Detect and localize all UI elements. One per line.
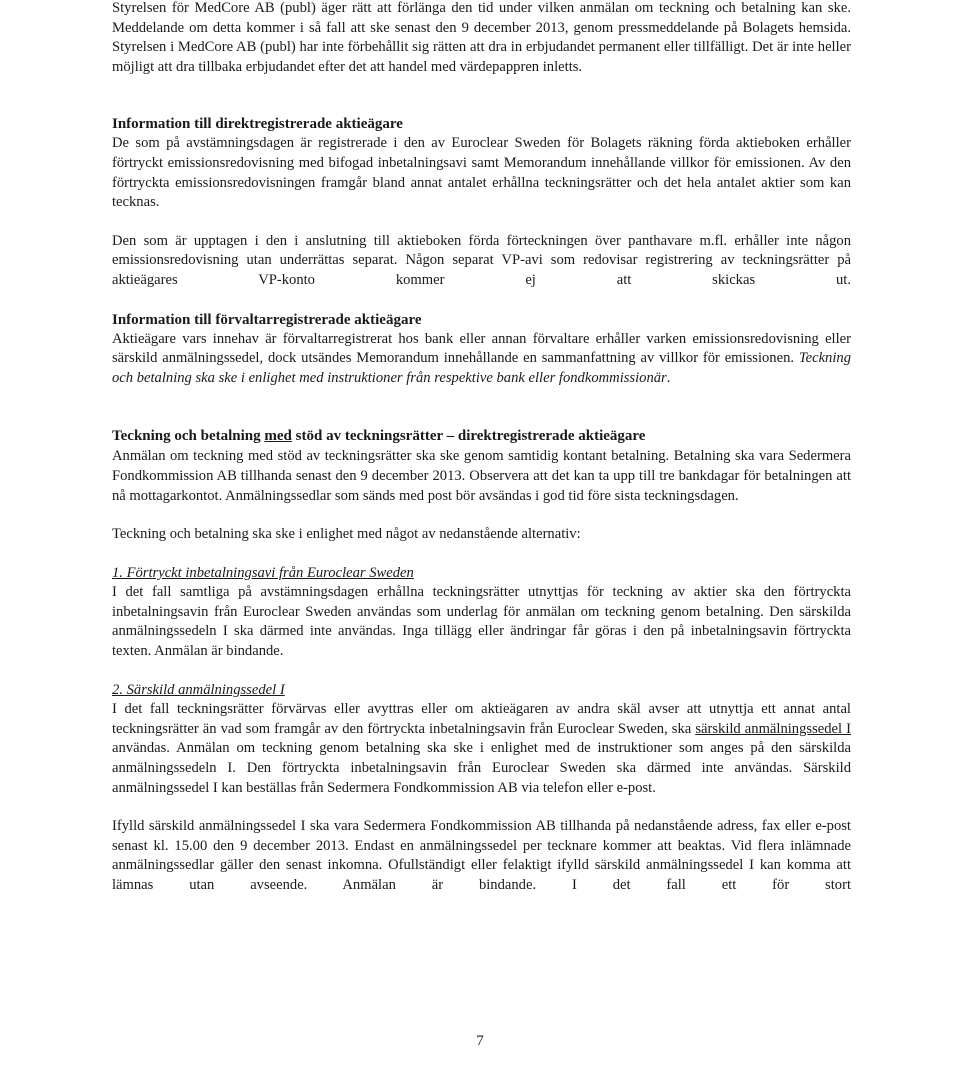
subscription-paragraph-1: Anmälan om teckning med stöd av teckningsrätter ska ske genom samtidig kontant betalning. Betalning ska vara Sedermera Fondkommission AB tillhanda senast den 9 december 2013. Observera att det kan ta upp till tre bankdagar för betalningen att nå mottagarkontot. Anmälningssedlar som sänds med post bör avsändas i god tid före sista teckningsdagen. [112,448,851,504]
document-page [112,0,851,896]
nominee-text: Aktieägare vars innehav är förvaltarregistrerat hos bank eller annan förvaltare erhåller varken emissionsredovisning eller särskild anmälningssedel, dock utsändes Memorandum innehållande en sammanfattning av villkor för emissionen. [112,330,851,367]
alternative-2-underlined: särskild anmälningssedel I [695,720,851,737]
alternative-2-text-1: I det fall teckningsrätter förvärvas eller avyttras eller om aktieägaren av andra skäl avser att utnyttja ett annat antal teckningsrätter än vad som framgår av den förtryckta inbetalningsavin från Euroclear Sweden, ska [112,701,851,737]
page-number: 7 [476,1033,484,1049]
nominee-paragraph [112,330,851,389]
heading-underlined-word: med [264,428,292,445]
direct-paragraph-2: Den som är upptagen i den i anslutning till aktieboken förda förteckningen över panthavare m.fl. erhåller inte någon emissionsredovisning utan underrättas separat. Någon separat VP-avi som redovisar registrering av teckningsrätter på aktieägares VP-konto kommer ej att skickas ut. [112,232,851,288]
intro-paragraph: Styrelsen för MedCore AB (publ) äger rätt att förlänga den tid under vilken anmälan om teckning och betalning kan ske. Meddelande om detta kommer i så fall att ske senast den 9 december 2013, genom pressmeddelande på Bolagets hemsida. Styrelsen i MedCore AB (publ) har inte förbehållit sig rätten att dra in erbjudandet permanent eller tillfälligt. Det är inte heller möjligt att dra tillbaka erbjudandet efter det att handel med värdepappren inletts. [112,0,851,75]
alternative-2-text-2: användas. Anmälan om teckning genom betalning ska ske i enlighet med de instruktioner som anges på den särskilda anmälningssedeln I. Den förtryckta inbetalningsavin från Euroclear Sweden ska därmed inte användas. Särskild anmälningssedel I kan beställas från Sedermera Fondkommission AB via telefon eller e-post. [112,740,851,796]
heading-direct-registered: Information till direktregistrerade aktieägare [112,116,403,133]
alternative-2-body [112,700,851,798]
heading-part-1: Teckning och betalning [112,428,265,445]
heading-nominee-registered: Information till förvaltarregistrerade aktieägare [112,311,422,328]
alternative-2-title [112,681,851,701]
alternative-2-title-text: 2. Särskild anmälningssedel I [112,681,285,698]
heading-subscription-with-rights [112,426,851,446]
alternative-1-title-text: 1. Förtryckt inbetalningsavi från Euroclear Sweden [112,564,414,581]
direct-paragraph-1: De som på avstämningsdagen är registrerade i den av Euroclear Sweden för Bolagets räkning förda aktieboken erhåller förtryckt emissionsredovisning med bifogad inbetalningsavi samt Memorandum innehållande villkor för emissionen. Av den förtryckta emissionsredovisningen framgår bland annat antalet erhållna teckningsrätter och det hela antalet aktier som kan tecknas. [112,135,851,211]
nominee-italic-instruction: Teckning och betalning ska ske i enlighet med instruktioner från respektive bank eller fondkommissionär [112,350,851,386]
alternative-1-title [112,564,851,584]
subscription-paragraph-3: Ifylld särskild anmälningssedel I ska vara Sedermera Fondkommission AB tillhanda på nedanstående adress, fax eller e-post senast kl. 15.00 den 9 december 2013. Endast en anmälningssedel per tecknare kommer att beaktas. Vid flera inlämnade anmälningssedlar gäller den senast inkomna. Ofullständigt eller felaktigt ifylld särskild anmälningssedel I kan komma att lämnas utan avseende. Anmälan är bindande. I det fall ett för stort [112,818,851,893]
alternative-1-body: I det fall samtliga på avstämningsdagen erhållna teckningsrätter utnyttjas för teckning av aktier ska den förtryckta inbetalningsavin från Euroclear Sweden användas som underlag för anmälan om teckning genom betalning. Den särskilda anmälningssedeln I ska därmed inte användas. Inga tillägg eller ändringar får göras i den på inbetalningsavin förtryckta texten. Anmälan är bindande. [112,584,851,660]
subscription-paragraph-2: Teckning och betalning ska ske i enlighet med något av nedanstående alternativ: [112,526,581,543]
heading-part-2: stöd av teckningsrätter – direktregistrerade aktieägare [291,428,646,445]
nominee-end: . [666,369,671,386]
